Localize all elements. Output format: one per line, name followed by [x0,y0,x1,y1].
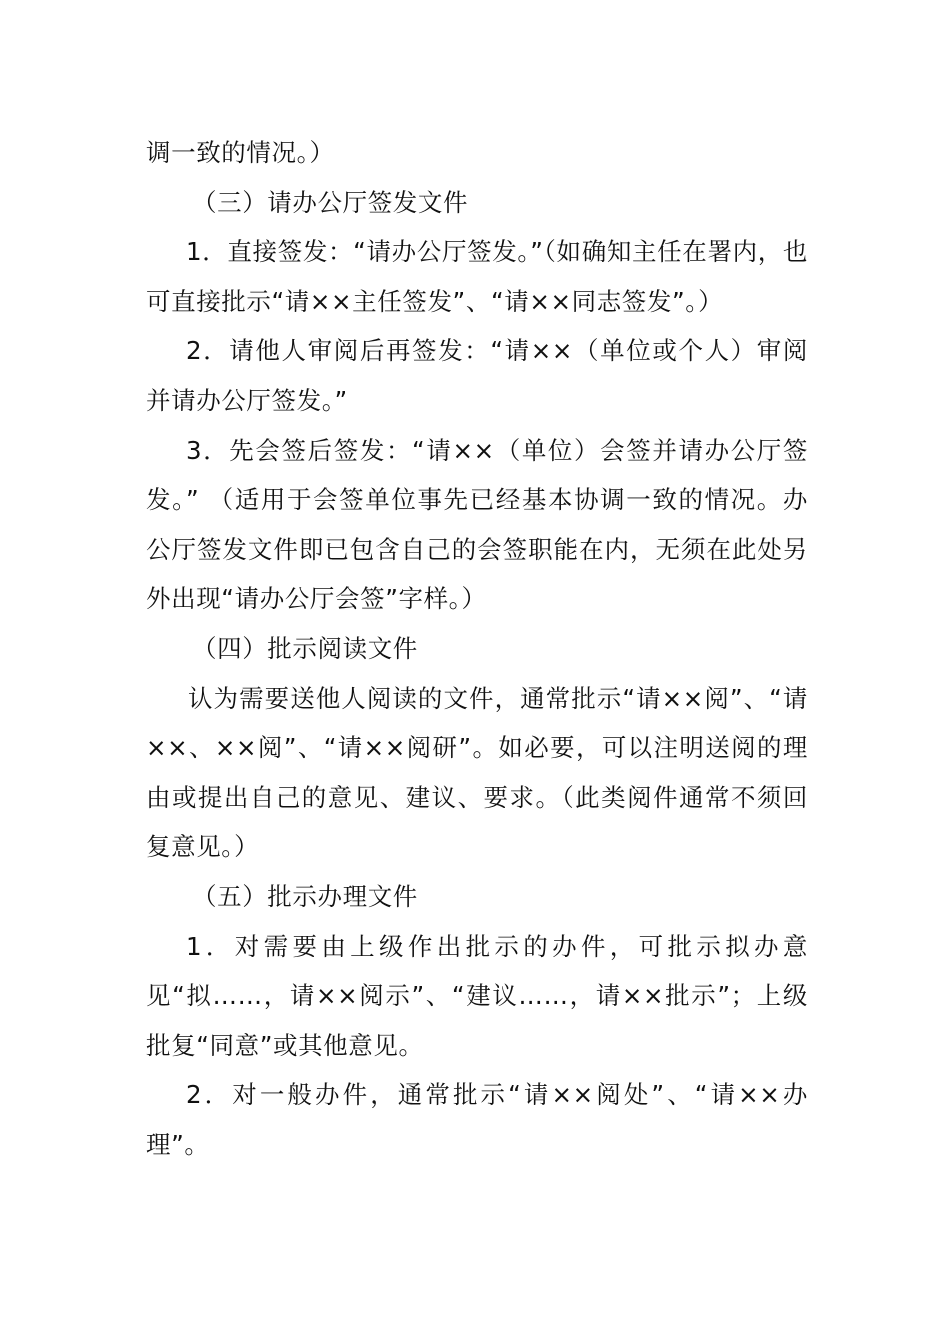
item-superior-instruction: 1．对需要由上级作出批示的办件，可批示拟办意见“拟……，请××阅示”、“建议……，请××批示”；上级批复“同意”或其他意见。 [146,931,808,1060]
item-direct-sign: 1．直接签发：“请办公厅签发。”（如确知主任在署内，也可直接批示“请××主任签发”、“请××同志签发”。） [146,237,808,316]
section-heading-4: （四）批示阅读文件 [192,633,418,663]
paragraph-reading-files: 认为需要送他人阅读的文件，通常批示“请××阅”、“请××、××阅”、“请××阅研”。如必要，可以注明送阅的理由或提出自己的意见、建议、要求。（此类阅件通常不须回复意见。） [146,683,808,862]
section-heading-3: （三）请办公厅签发文件 [192,187,469,217]
paragraph-continuation: 调一致的情况。） [146,138,335,167]
item-review-then-sign: 2．请他人审阅后再签发：“请××（单位或个人）审阅并请办公厅签发。” [146,336,808,415]
document-body [146,128,808,1169]
item-general-handling: 2．对一般办件，通常批示“请××阅处”、“请××办理”。 [146,1080,808,1159]
section-heading-5: （五）批示办理文件 [192,881,418,911]
item-countersign-then-sign: 3．先会签后签发：“请××（单位）会签并请办公厅签发。” （适用于会签单位事先已经基本协调一致的情况。办公厅签发文件即已包含自己的会签职能在内，无须在此处另外出现“请办公厅会签”字样。） [146,435,808,614]
